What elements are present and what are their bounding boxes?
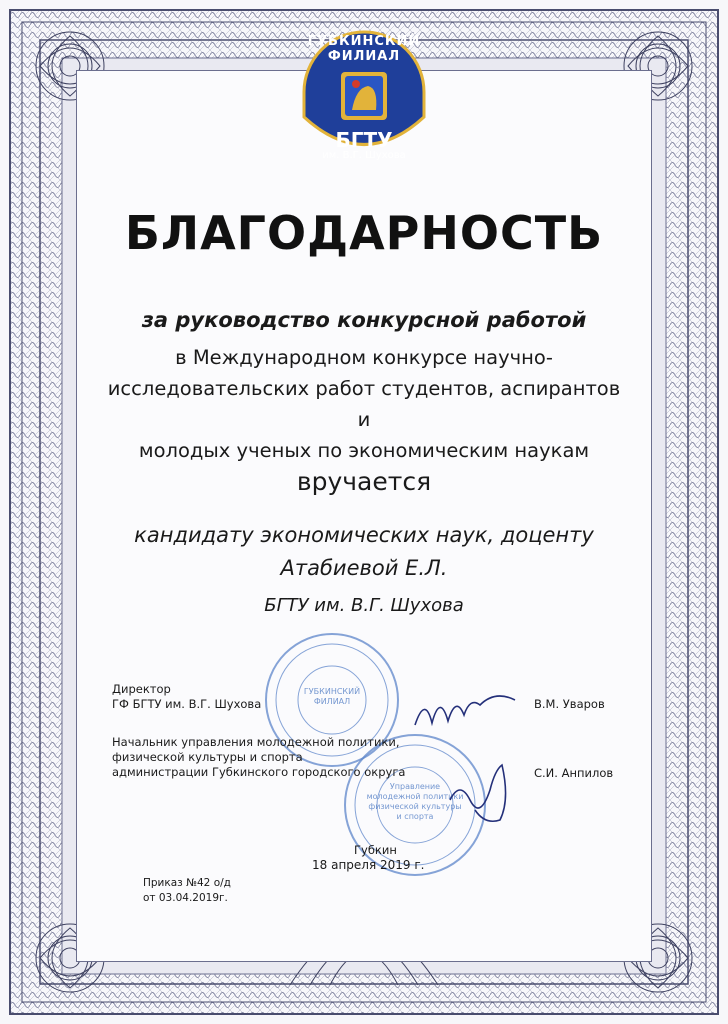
stamp-2-text: Управление молодежной политики физической культуры и спорта	[366, 782, 464, 821]
order-reference: Приказ №42 о/д от 03.04.2019г.	[143, 877, 231, 904]
signatory-2-name: С.И. Анпилов	[534, 766, 614, 780]
signatory-1-name: В.М. Уваров	[534, 697, 605, 711]
certificate-title: БЛАГОДАРНОСТЬ	[124, 206, 604, 260]
organization: БГТУ им. В.Г. Шухова	[264, 595, 464, 616]
body-line: молодых ученых по экономическим наукам	[138, 439, 590, 462]
signatory-2-position: Начальник управления молодежной политики, физической культуры и спорта администрации Губкинского городского округа	[112, 735, 406, 779]
signature-anpilov	[440, 760, 520, 830]
stamp-1-text: ГУБКИНСКИЙ ФИЛИАЛ	[303, 687, 361, 706]
recipient	[0, 519, 728, 585]
recipient-line: кандидату экономических наук, доценту	[134, 523, 594, 547]
logo-acronym: БГТУ	[335, 128, 393, 152]
signatory-1-position: Директор ГФ БГТУ им. В.Г. Шухова	[112, 682, 262, 711]
logo-name: им. В.Г. Шухова	[322, 150, 406, 161]
logo-arc-text: ГУБКИНСКИЙ ФИЛИАЛ	[307, 34, 421, 64]
certificate-subtitle: за руководство конкурсной работой	[141, 308, 587, 332]
body-line: исследовательских работ студентов, аспирантов и	[107, 377, 621, 431]
recipient-line: Атабиевой Е.Л.	[280, 556, 448, 580]
certificate-body-text	[100, 342, 628, 466]
issue-date: 18 апреля 2019 г.	[312, 858, 425, 872]
body-line: в Международном конкурсе научно-	[175, 346, 553, 369]
awarded-label: вручается	[296, 467, 432, 496]
signature-uvarov	[410, 685, 520, 735]
place: Губкин	[354, 843, 397, 857]
